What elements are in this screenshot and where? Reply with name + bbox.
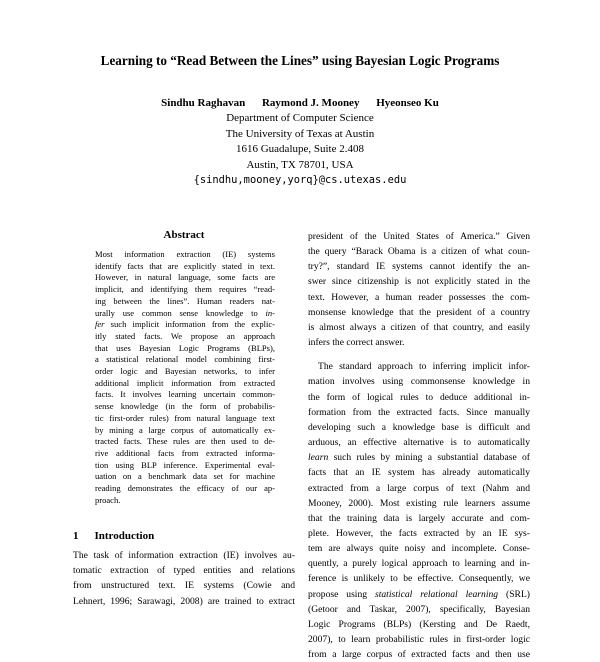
abstract-line: However, in natural language, some facts are xyxy=(95,272,275,283)
body-line: tomatic extraction of typed entities and relations xyxy=(73,565,295,577)
body-line: text. However, a human reader possesses the com- xyxy=(308,291,530,303)
body-line: The task of information extraction (IE) involves au- xyxy=(73,550,295,561)
body-line: that the training data is largely accurate and com- xyxy=(308,512,530,524)
abstract-line: tion using BLP inference. Experimental eval- xyxy=(95,459,275,470)
abstract-line: order logic and Bayesian networks, to infer xyxy=(95,366,275,377)
abstract-line: uation on a benchmark data set for machine xyxy=(95,471,275,482)
section-number: 1 xyxy=(73,530,79,542)
abstract-line: urally use common sense knowledge to in- xyxy=(95,307,275,318)
abstract-line: itly stated facts. We propose an approach xyxy=(95,330,275,341)
body-line: (Getoor and Taskar, 2007), specifically, Bayesian xyxy=(308,603,530,615)
abstract-body xyxy=(95,249,275,506)
author-name: Hyeonseo Ku xyxy=(376,97,439,109)
body-line: learn such rules by mining a substantial database of xyxy=(308,452,530,464)
abstract-line: proach. xyxy=(95,494,121,505)
body-line: from a large corpus of extracted facts and then use xyxy=(308,649,530,661)
abstract-line: rive additional facts from extracted informa- xyxy=(95,447,275,458)
section-heading xyxy=(73,530,154,542)
abstract-line: implicit, and identifying them requires “read- xyxy=(95,284,275,295)
author-list xyxy=(0,97,600,109)
body-line: is almost always a citizen of that country, and easily xyxy=(308,321,530,333)
university: The University of Texas at Austin xyxy=(225,127,375,140)
right-column-body xyxy=(308,229,530,662)
body-line: formation from the extracted facts. Since manually xyxy=(308,406,530,418)
body-line: arduous, an effective alternative is to automatically xyxy=(308,437,530,449)
abstract-line: ing between the lines”. Human readers nat- xyxy=(95,295,275,306)
body-line: The standard approach to inferring implicit infor- xyxy=(318,361,530,373)
body-line: developing such a knowledge base is difficult and xyxy=(308,421,530,433)
body-line: extracted from a large corpus of text (Nahm and xyxy=(308,482,530,494)
body-line: propose using statistical relational learning (SRL) xyxy=(308,588,530,600)
body-line: ference is unlikely to be effective. Consequently, we xyxy=(308,573,530,585)
body-line: the form of logical rules to deduce additional in- xyxy=(308,391,530,403)
body-line: tem are always quite noisy and incomplete. Conse- xyxy=(308,543,530,555)
city-address: Austin, TX 78701, USA xyxy=(246,158,354,171)
body-line: mation involves using commonsense knowledge in xyxy=(308,376,530,388)
street-address: 1616 Guadalupe, Suite 2.408 xyxy=(235,143,364,156)
abstract-line: facts. It involves learning uncertain common- xyxy=(95,389,275,400)
body-line: swer since citizenship is not explicitly stated in the xyxy=(308,276,530,288)
body-line: president of the United States of America.” Given xyxy=(308,231,530,242)
abstract-line: fer such implicit information from the explic- xyxy=(95,319,275,330)
author-name: Raymond J. Mooney xyxy=(261,97,360,109)
body-line: facts that an IE system has already automatically xyxy=(308,467,530,479)
section-title: Introduction xyxy=(94,530,155,542)
body-line: from unstructured text. IE systems (Cowie and xyxy=(73,580,295,592)
abstract-line: identify facts that are explicitly stated in text. xyxy=(95,260,275,271)
body-line: infers the correct answer. xyxy=(308,337,405,349)
body-line: try?”, standard IE systems cannot identify the an- xyxy=(308,261,530,273)
abstract-line: tracted facts. These rules are then used to de- xyxy=(95,436,275,447)
abstract-line: tic first-order rules) from natural language text xyxy=(95,412,275,423)
body-line: the query “Barack Obama is a citizen of what coun- xyxy=(308,246,530,258)
affiliation xyxy=(0,111,600,189)
abstract-line: Most information extraction (IE) systems xyxy=(95,249,275,259)
abstract-line: additional implicit information from extracted xyxy=(95,377,275,388)
paper-title: Learning to “Read Between the Lines” using Bayesian Logic Programs xyxy=(100,53,500,68)
email-address: {sindhu,mooney,yorq}@cs.utexas.edu xyxy=(193,174,407,187)
abstract-line: a statistical relational model combining first- xyxy=(95,354,275,365)
body-line: Mooney, 2000). Most existing rule learners assume xyxy=(308,497,530,509)
body-line: quently, a purely logical approach to learning and in- xyxy=(308,558,530,570)
author-name: Sindhu Raghavan xyxy=(161,97,246,109)
body-line: Logic Programs (BLPs) (Kersting and De Raedt, xyxy=(308,618,530,630)
abstract-line: sense knowledge (in the form of probabilis- xyxy=(95,401,275,412)
body-line: 2007), to learn probabilistic rules in first-order logic xyxy=(308,634,530,646)
body-line: monsense knowledge that the president of a country xyxy=(308,306,530,318)
department: Department of Computer Science xyxy=(226,112,374,124)
abstract-line: by mining a large corpus of automatically ex- xyxy=(95,424,275,435)
abstract-heading: Abstract xyxy=(163,229,205,241)
abstract-line: reading demonstrates the efficacy of our ap- xyxy=(95,483,275,494)
body-line: plete. However, the facts extracted by an IE sys- xyxy=(308,527,530,539)
abstract-line: that uses Bayesian Logic Programs (BLPs), xyxy=(95,342,275,353)
body-line: Lehnert, 1996; Sarawagi, 2008) are trained to extract xyxy=(73,595,295,607)
